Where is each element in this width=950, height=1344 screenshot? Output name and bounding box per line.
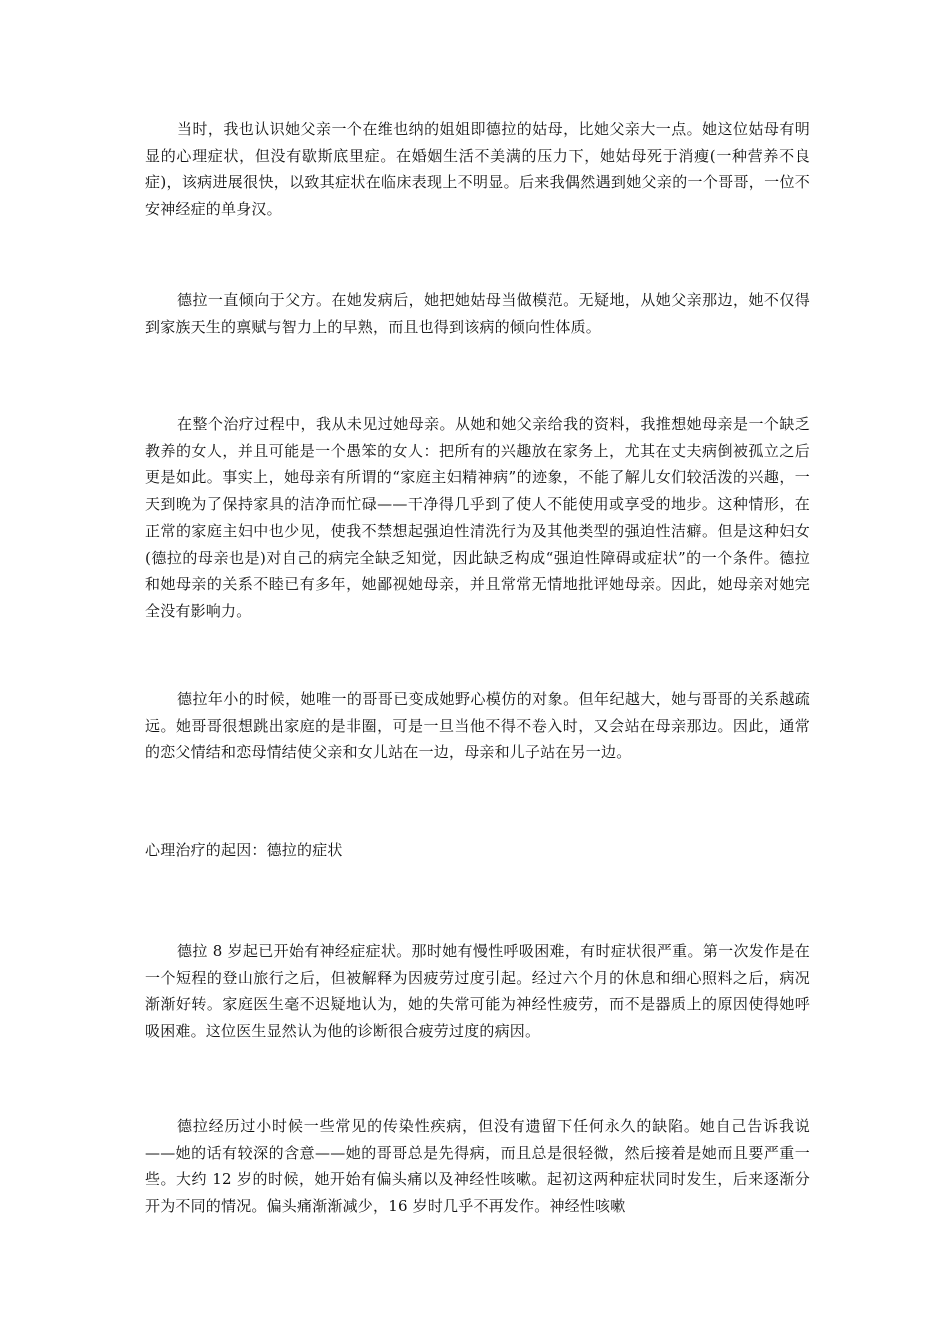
paragraph-mother: 在整个治疗过程中，我从未见过她母亲。从她和她父亲给我的资料，我推想她母亲是一个缺乏教养的女人，并且可能是一个愚笨的女人：把所有的兴趣放在家务上，尤其在丈夫病倒被孤立之后更是如此。事实上，她母亲有所谓的“家庭主妇精神病”的迹象，不能了解儿女们较活泼的兴趣，一天到晚为了保持家具的洁净而忙碌——干净得几乎到了使人不能使用或享受的地步。这种情形，在正常的家庭主妇中也少见，使我不禁想起强迫性清洗行为及其他类型的强迫性洁癖。但是这种妇女(德拉的母亲也是)对自己的病完全缺乏知觉，因此缺乏构成“强迫性障碍或症状”的一个条件。德拉和她母亲的关系不睦已有多年，她鄙视她母亲，并且常常无情地批评她母亲。因此，她母亲对她完全没有影响力。 — [145, 415, 810, 620]
paragraph-father-side: 德拉一直倾向于父方。在她发病后，她把她姑母当做模范。无疑地，从她父亲那边，她不仅得到家族天生的禀赋与智力上的早熟，而且也得到该病的倾向性体质。 — [145, 291, 810, 336]
section-heading: 心理治疗的起因：德拉的症状 — [145, 841, 343, 859]
paragraph-illness-history: 德拉经历过小时候一些常见的传染性疾病，但没有遗留下任何永久的缺陷。她自己告诉我说——她的话有较深的含意——她的哥哥总是先得病，而且总是很轻微，然后接着是她而且要严重一些。大约 12 岁的时候，她开始有偏头痛以及神经性咳嗽。起初这两种症状同时发生，后来逐渐分开为不同的情况。偏头痛渐渐减少，16 岁时几乎不再发作。神经性咳嗽 — [145, 1117, 810, 1216]
paragraph-brother: 德拉年小的时候，她唯一的哥哥已变成她野心模仿的对象。但年纪越大，她与哥哥的关系越疏远。她哥哥很想跳出家庭的是非圈，可是一旦当他不得不卷入时，又会站在母亲那边。因此，通常的恋父情结和恋母情结使父亲和女儿站在一边，母亲和儿子站在另一边。 — [145, 690, 810, 762]
paragraph-aunt: 当时，我也认识她父亲一个在维也纳的姐姐即德拉的姑母，比她父亲大一点。她这位姑母有明显的心理症状，但没有歇斯底里症。在婚姻生活不美满的压力下，她姑母死于消瘦(一种营养不良症)，该病进展很快，以致其症状在临床表现上不明显。后来我偶然遇到她父亲的一个哥哥，一位不安神经症的单身汉。 — [145, 120, 810, 219]
paragraph-symptoms-onset: 德拉 8 岁起已开始有神经症症状。那时她有慢性呼吸困难，有时症状很严重。第一次发作是在一个短程的登山旅行之后，但被解释为因疲劳过度引起。经过六个月的休息和细心照料之后，病况渐渐好转。家庭医生毫不迟疑地认为，她的失常可能为神经性疲劳，而不是器质上的原因使得她呼吸困难。这位医生显然认为他的诊断很合疲劳过度的病因。 — [145, 942, 810, 1041]
